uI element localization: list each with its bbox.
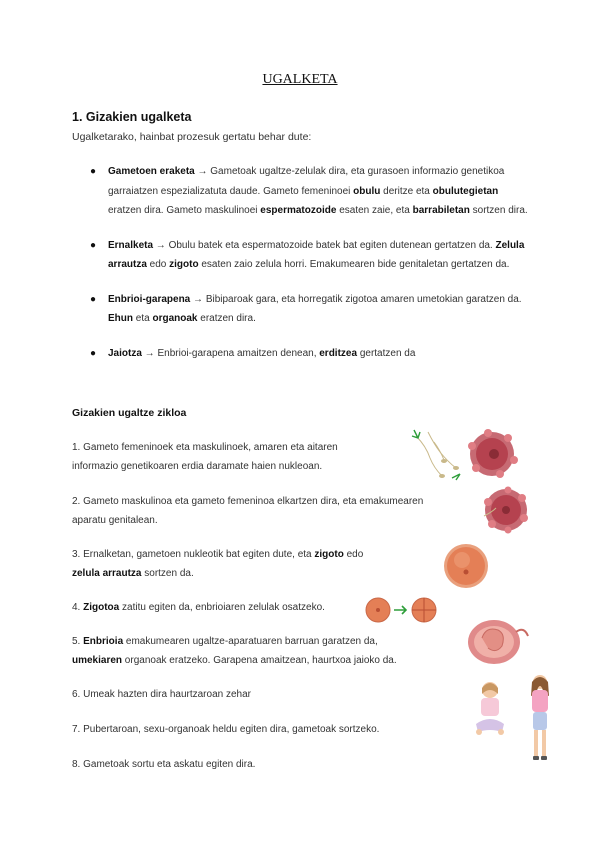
list-item-ernalketa: ● Ernalketa → Obulu batek eta espermatozoide batek bat egiten dutenean gertatzen da. Zelula arrautza edo zigoto esaten zaio zelula horri. Emakumearen bide genitaletan gertatzen da. [90, 236, 530, 275]
cell-division-illustration [364, 596, 438, 624]
bullet-dot-icon: ● [90, 347, 97, 359]
arrow: → [153, 239, 169, 251]
gametes-illustration [404, 424, 524, 484]
cycle-step-5: 5. Enbrioia emakumearen ugaltze-aparatuaren barruan garatzen da, umekiaren organoak eratzeko. Garapena amaitzean, haurtxoa jaioko da. [72, 636, 397, 666]
sperm-head-icon [439, 474, 445, 478]
arrow: → [190, 293, 206, 305]
child-illustration [470, 680, 510, 740]
cycle-step-8: 8. Gametoak sortu eta askatu egiten dira. [72, 759, 256, 770]
green-arrow-icon [412, 430, 420, 438]
green-arrow-icon [394, 606, 406, 614]
green-arrow-icon [452, 474, 460, 480]
arrow: → [141, 347, 158, 359]
cycle-step-6: 6. Umeak hazten dira haurtzaroan zehar [72, 689, 251, 700]
cycle-step-3: 3. Ernalketan, gametoen nukleotik bat egiten dute, eta zigoto edo zelula arrautza sortzen da. [72, 549, 364, 579]
section-intro: Ugalketarako, hainbat prozesuk gertatu behar dute: [72, 131, 312, 143]
list-item-gametoen-eraketa: ● Gametoen eraketa → Gametoak ugaltze-zelulak dira, eta gurasoen informazio genetikoa garraiatzen espezializatuta daude. Gameto femeninoei obulu deritze eta obulutegietan eratzen dira. Gameto maskulinoei espermatozoide esaten zaie, eta barrabiletan sortzen dira. [90, 162, 530, 221]
bullet-dot-icon: ● [90, 293, 97, 305]
fertilization-illustration [482, 486, 530, 534]
list-item-enbrioi-garapena: ● Enbrioi-garapena → Bibiparoak gara, eta horregatik zigotoa amaren umetokian garatzen da. Ehun eta organoak eratzen dira. [90, 290, 530, 329]
cycle-step-1: 1. Gameto femeninoek eta maskulinoek, amaren eta aitaren informazio genetikoaren erdia daramate haien nukleoan. [72, 442, 338, 472]
term: Ernalketa [108, 239, 154, 251]
arrow: → [194, 166, 211, 177]
sperm-icon [416, 432, 456, 476]
cycle-step-7: 7. Pubertaroan, sexu-organoak heldu egiten dira, gametoak sortzeko. [72, 724, 380, 735]
page-title: UGALKETA [262, 72, 338, 87]
process-list [90, 162, 530, 378]
zygote-illustration [442, 542, 490, 590]
section-heading-gizakien-ugalketa: 1. Gizakien ugalketa [72, 110, 192, 124]
ovum-icon [468, 429, 518, 478]
term: Enbrioi-garapena [108, 293, 191, 305]
bullet-dot-icon: ● [90, 239, 97, 251]
sperm-head-icon [453, 466, 459, 470]
embryo-illustration [464, 614, 534, 666]
adolescent-illustration [522, 672, 558, 764]
cycle-step-4: 4. Zigotoa zatitu egiten da, enbrioiaren zelulak osatzeko. [72, 602, 325, 613]
cycle-step-2: 2. Gameto maskulinoa eta gameto femeninoa elkartzen dira, eta emakumearen aparatu genitalean. [72, 496, 424, 526]
bullet-dot-icon: ● [90, 166, 97, 177]
list-item-jaiotza: ● Jaiotza → Enbrioi-garapena amaitzen denean, erditzea gertatzen da [90, 344, 530, 364]
term: Jaiotza [108, 347, 142, 359]
sperm-head-icon [441, 459, 447, 463]
section-heading-ugaltze-zikloa: Gizakien ugaltze zikloa [72, 407, 187, 419]
term: Gametoen eraketa [108, 166, 195, 177]
